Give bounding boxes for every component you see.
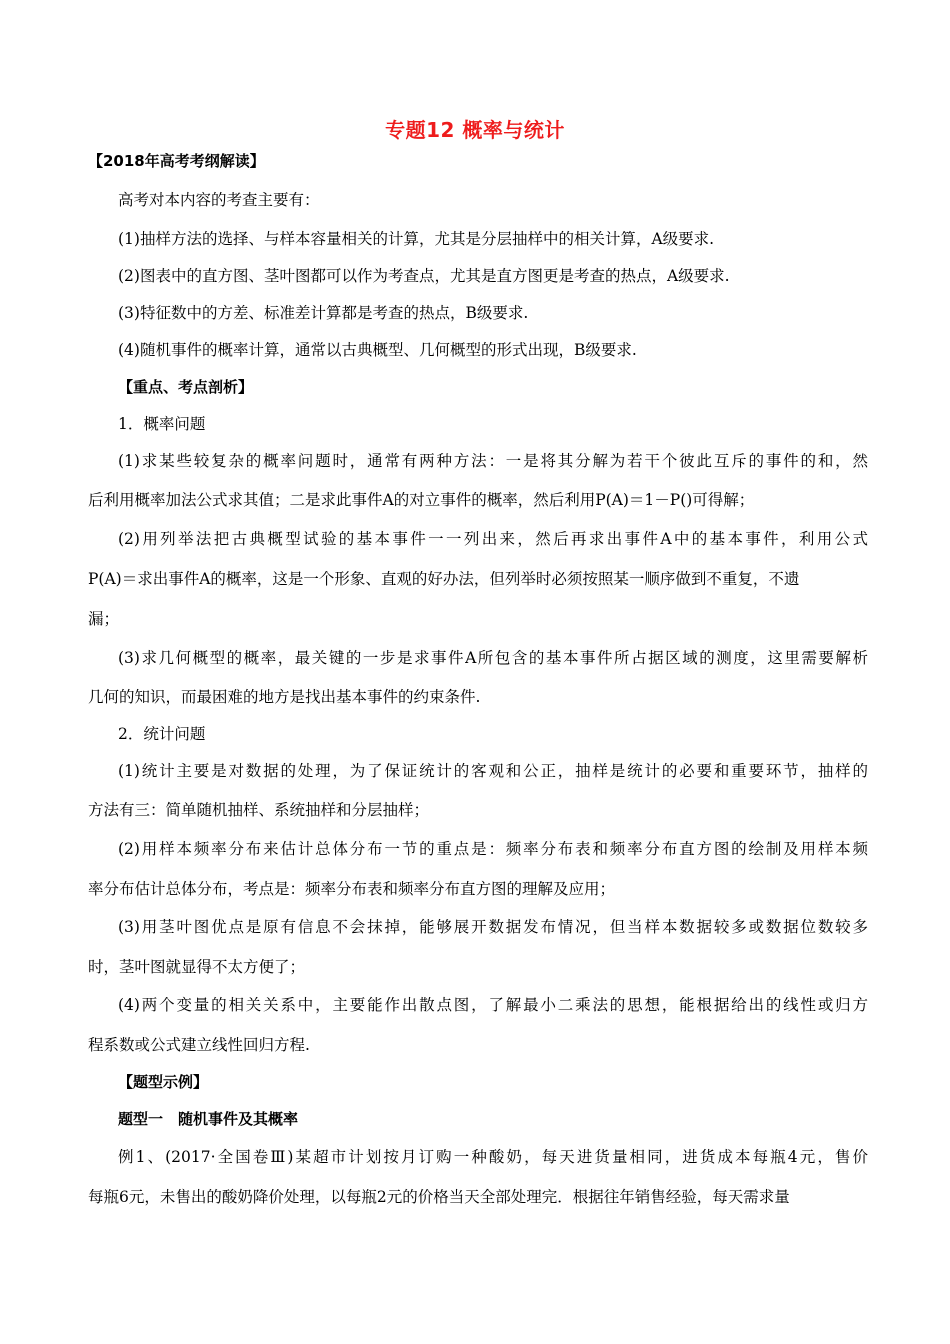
paragraph-stat-1-line-1: (1)统计主要是对数据的处理，为了保证统计的客观和公正，抽样是统计的必要和重要环节，抽样的 [118,762,868,780]
paragraph-prob-3-line-2: 几何的知识，而最困难的地方是找出基本事件的约束条件. [88,688,481,706]
paragraph-prob-2-line-3: 漏； [88,610,120,628]
paragraph-prob-2-line-1: (2)用列举法把古典概型试验的基本事件一一列出来，然后再求出事件A中的基本事件，利用公式 [118,530,868,548]
section-heading-keypoints: 【重点、考点剖析】 [118,378,254,396]
page-title: 专题12 概率与统计 [385,118,565,142]
paragraph-stat-4-line-1: (4)两个变量的相关关系中，主要能作出散点图，了解最小二乘法的思想，能根据给出的线性或归方 [118,996,868,1014]
paragraph-prob-1-line-1: (1)求某些较复杂的概率问题时，通常有两种方法：一是将其分解为若干个彼此互斥的事件的和，然 [118,452,868,470]
paragraph-stat-2-line-1: (2)用样本频率分布来估计总体分布一节的重点是：频率分布表和频率分布直方图的绘制及用样本频 [118,840,868,858]
subheading-probability: 1．概率问题 [118,415,206,433]
example-1-line-1: 例1、(2017·全国卷Ⅲ)某超市计划按月订购一种酸奶，每天进货量相同，进货成本每瓶4元，售价 [118,1148,868,1166]
paragraph-stat-4-line-2: 程系数或公式建立线性回归方程. [88,1036,310,1054]
paragraph-stat-3-line-2: 时，茎叶图就显得不太方便了； [88,958,306,976]
subheading-statistics: 2．统计问题 [118,725,206,743]
question-type-1-heading: 题型一 随机事件及其概率 [118,1110,299,1128]
syllabus-item-2: (2)图表中的直方图、茎叶图都可以作为考查点，尤其是直方图更是考查的热点，A级要求. [118,267,730,285]
paragraph-intro: 高考对本内容的考查主要有： [118,191,320,209]
paragraph-stat-3-line-1: (3)用茎叶图优点是原有信息不会抹掉，能够展开数据发布情况，但当样本数据较多或数据位数较多 [118,918,868,936]
paragraph-prob-3-line-1: (3)求几何概型的概率，最关键的一步是求事件A所包含的基本事件所占据区域的测度，这里需要解析 [118,649,868,667]
syllabus-item-3: (3)特征数中的方差、标准差计算都是考查的热点，B级要求. [118,304,529,322]
syllabus-item-1: (1)抽样方法的选择、与样本容量相关的计算，尤其是分层抽样中的相关计算，A级要求. [118,230,715,248]
example-1-line-2: 每瓶6元，未售出的酸奶降价处理，以每瓶2元的价格当天全部处理完．根据往年销售经验，每天需求量 [88,1188,790,1206]
paragraph-stat-2-line-2: 率分布估计总体分布，考点是：频率分布表和频率分布直方图的理解及应用； [88,880,616,898]
syllabus-item-4: (4)随机事件的概率计算，通常以古典概型、几何概型的形式出现，B级要求. [118,341,637,359]
paragraph-prob-2-line-2: P(A)＝求出事件A的概率，这是一个形象、直观的好办法，但列举时必须按照某一顺序做到不重复，不遗 [88,570,800,588]
paragraph-prob-1-line-2: 后利用概率加法公式求其值；二是求此事件A的对立事件的概率，然后利用P(A)＝1－P()可得解； [88,491,755,509]
section-heading-examples: 【题型示例】 [118,1073,209,1091]
section-heading-syllabus: 【2018年高考考纲解读】 [88,152,265,170]
paragraph-stat-1-line-2: 方法有三：简单随机抽样、系统抽样和分层抽样； [88,801,430,819]
